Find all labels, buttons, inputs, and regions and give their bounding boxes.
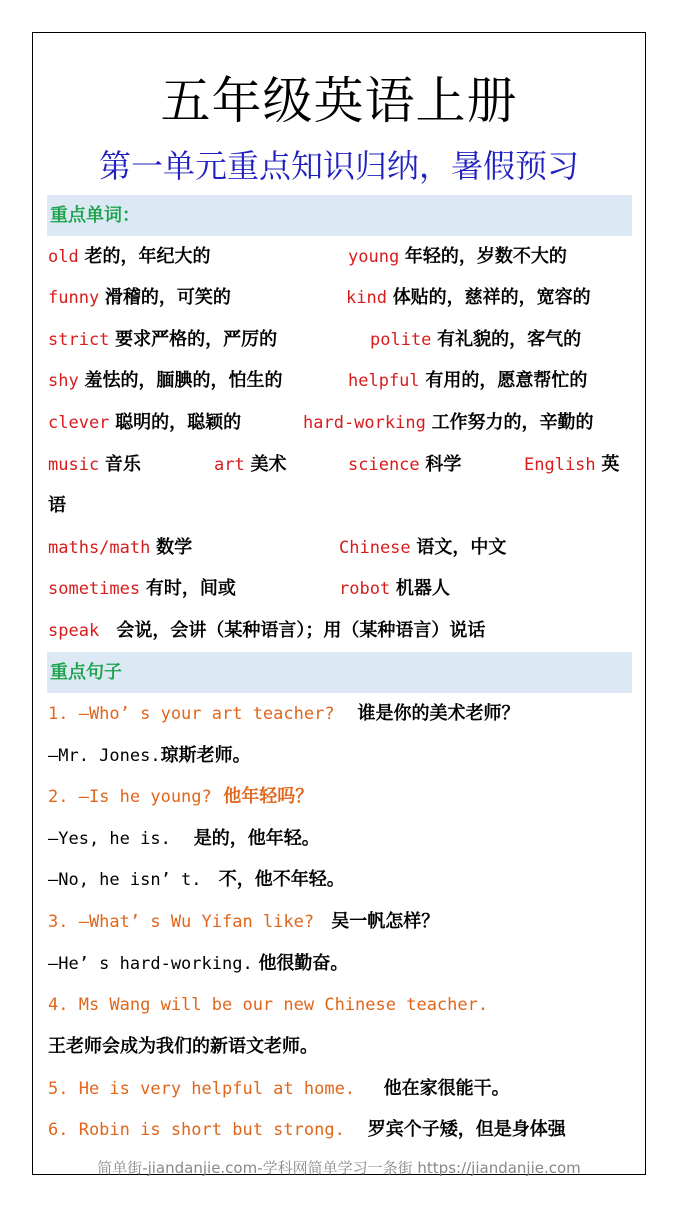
page-title: 五年级英语上册 — [160, 72, 518, 130]
vocab-word: polite — [370, 330, 432, 350]
vocab-word: young — [348, 247, 400, 267]
sentence-chinese: 他年轻吗？ — [223, 786, 314, 807]
sentence-chinese: 罗宾个子矮，但是身体强 — [367, 1119, 566, 1140]
footer-watermark: 简单街-jiandanjie.com-学科网简单学习一条街 https://jiandanjie.com — [97, 1159, 581, 1177]
answer-row — [48, 951, 348, 977]
vocab-meaning: 英 — [601, 454, 620, 475]
answer-english: —Mr. Jones. — [48, 746, 161, 766]
vocab-row — [48, 452, 620, 478]
vocab-meaning: 语文，中文 — [416, 537, 507, 558]
vocab-meaning: 体贴的，慈祥的，宽容的 — [392, 287, 591, 308]
vocab-word: helpful — [348, 371, 420, 391]
document-page — [32, 32, 646, 1175]
answer-english: —He’ s hard-working. — [48, 954, 253, 974]
answer-chinese: 不，他不年轻。 — [218, 869, 345, 890]
vocab-word: music — [48, 455, 100, 475]
vocab-meaning: 语 — [48, 495, 66, 516]
sentences-section-header: 重点句子 — [47, 652, 632, 693]
vocab-word: robot — [339, 579, 391, 599]
vocab-meaning: 美术 — [250, 454, 287, 475]
vocab-word: speak — [48, 621, 100, 641]
vocab-word: art — [214, 455, 245, 475]
sentence-english: 4. Ms Wang will be our new Chinese teacher. — [48, 995, 489, 1015]
answer-row — [48, 826, 320, 852]
answer-english: —Yes, he is. — [48, 829, 171, 849]
vocab-meaning: 老的，年纪大的 — [84, 246, 211, 267]
vocab-row — [48, 535, 507, 561]
sentence-english: 5. He is very helpful at home. — [48, 1079, 356, 1099]
answer-row — [48, 743, 251, 769]
sentence-english: 3. —What’ s Wu Yifan like? — [48, 912, 315, 932]
vocab-word: funny — [48, 288, 100, 308]
answer-english: —No, he isn’ t. — [48, 870, 202, 890]
vocab-word: Chinese — [339, 538, 411, 558]
sentence-row — [48, 909, 439, 935]
vocab-word: science — [348, 455, 420, 475]
vocab-meaning: 有用的，愿意帮忙的 — [425, 370, 588, 391]
vocab-meaning: 年轻的，岁数不大的 — [404, 246, 567, 267]
answer-row — [48, 867, 345, 893]
sentence-row — [48, 784, 313, 810]
sentence-chinese: 吴一帆怎样？ — [331, 911, 440, 932]
vocab-section-header: 重点单词： — [47, 195, 632, 236]
vocab-word: English — [524, 455, 596, 475]
sentence-row — [48, 1117, 566, 1143]
vocab-meaning: 科学 — [425, 454, 462, 475]
answer-chinese: 王老师会成为我们的新语文老师。 — [48, 1036, 318, 1057]
answer-chinese: 他很勤奋。 — [258, 953, 349, 974]
vocab-meaning: 音乐 — [104, 454, 141, 475]
vocab-row-continued — [48, 493, 66, 519]
vocab-row — [48, 576, 450, 602]
sentence-row — [48, 1076, 510, 1102]
vocab-meaning: 数学 — [156, 537, 193, 558]
vocab-meaning: 羞怯的，腼腆的，怕生的 — [84, 370, 283, 391]
vocab-word: hard-working — [303, 413, 426, 433]
page-subtitle: 第一单元重点知识归纳，暑假预习 — [98, 147, 579, 185]
vocab-meaning: 滑稽的，可笑的 — [104, 287, 231, 308]
vocab-row — [48, 285, 591, 311]
vocab-word: shy — [48, 371, 79, 391]
sentence-row — [48, 992, 488, 1018]
vocab-word: kind — [346, 288, 387, 308]
sentence-chinese: 他在家很能干。 — [383, 1078, 510, 1099]
vocab-meaning: 有礼貌的，客气的 — [437, 329, 582, 350]
vocab-word: clever — [48, 413, 110, 433]
sentence-english: 6. Robin is short but strong. — [48, 1120, 345, 1140]
vocab-row — [48, 244, 567, 270]
vocab-meaning: 要求严格的，严厉的 — [115, 329, 278, 350]
vocab-row — [48, 618, 485, 644]
vocab-word: sometimes — [48, 579, 141, 599]
answer-chinese: 是的，他年轻。 — [193, 828, 320, 849]
vocab-row — [48, 368, 588, 394]
vocab-meaning: 会说，会讲（某种语言）；用（某种语言）说话 — [116, 620, 486, 641]
vocab-row — [48, 410, 594, 436]
vocab-word: strict — [48, 330, 110, 350]
sentence-english: 2. —Is he young? — [48, 787, 212, 807]
vocab-row — [48, 327, 582, 353]
vocab-word: old — [48, 247, 79, 267]
vocab-meaning: 工作努力的，辛勤的 — [431, 412, 594, 433]
vocab-word: maths/math — [48, 538, 151, 558]
vocab-meaning: 机器人 — [395, 578, 450, 599]
sentence-row — [48, 701, 519, 727]
sentence-chinese: 谁是你的美术老师？ — [357, 703, 520, 724]
answer-chinese: 琼斯老师。 — [160, 745, 251, 766]
vocab-meaning: 有时，间或 — [145, 578, 236, 599]
answer-row — [48, 1034, 318, 1060]
sentence-english: 1. —Who’ s your art teacher? — [48, 704, 335, 724]
vocab-meaning: 聪明的，聪颖的 — [115, 412, 242, 433]
